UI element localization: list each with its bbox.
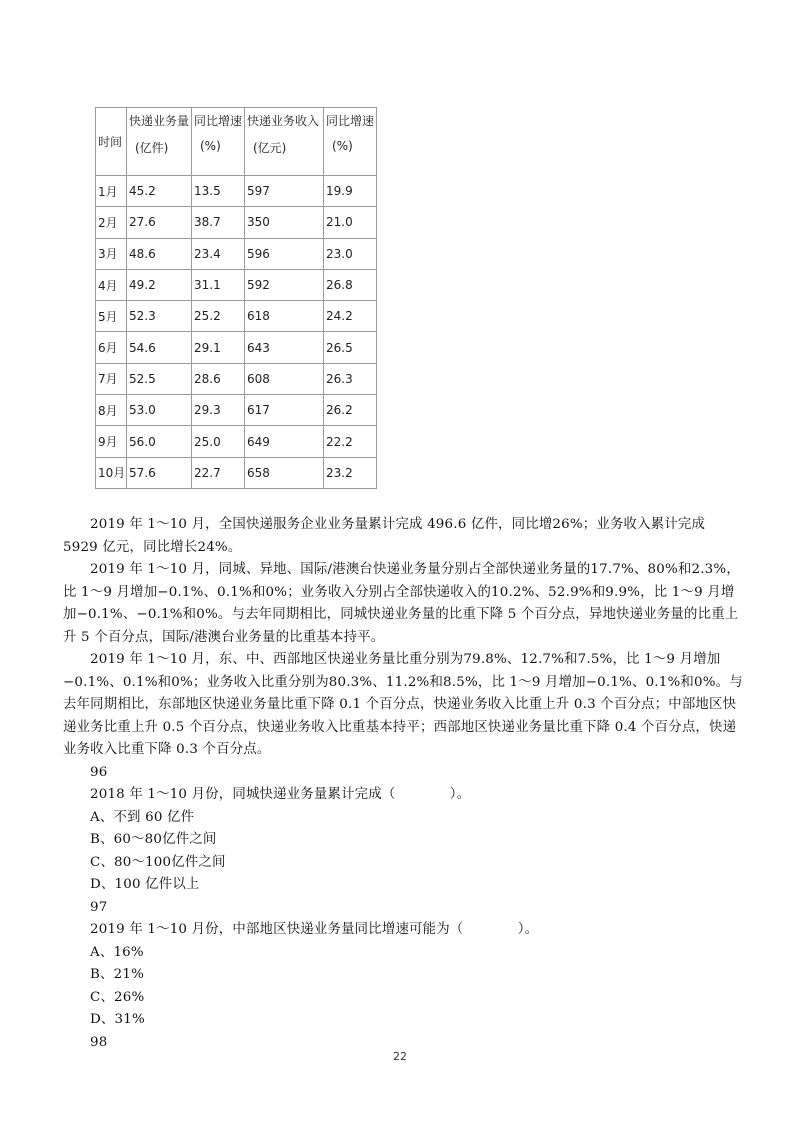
table-cell: 7月 — [96, 363, 127, 394]
table-cell: 597 — [245, 176, 324, 207]
table-cell: 24.2 — [324, 301, 377, 332]
question-option: A、不到 60 亿件 — [90, 809, 195, 825]
question-option: B、60～80亿件之间 — [90, 832, 217, 847]
table-cell: 27.6 — [127, 207, 192, 238]
question-number: 97 — [90, 899, 108, 915]
table-cell: 658 — [245, 457, 324, 488]
table-cell: 25.2 — [192, 301, 245, 332]
table-cell: 8月 — [96, 395, 127, 426]
table-cell: 49.2 — [127, 269, 192, 300]
header-cell-volume-growth: 同比增速 (%) — [192, 108, 245, 176]
table-cell: 592 — [245, 269, 324, 300]
table-cell: 26.3 — [324, 363, 377, 394]
question-option: C、26% — [90, 989, 145, 1005]
table-cell: 643 — [245, 332, 324, 363]
question-stem: 2018 年 1～10 月份，同城快递业务量累计完成（ ）。 — [90, 787, 471, 802]
question-number: 96 — [90, 764, 108, 780]
table-cell: 22.2 — [324, 426, 377, 457]
header-cell-volume: 快递业务量 (亿件) — [127, 108, 192, 176]
table-row — [96, 269, 377, 300]
table-row — [96, 426, 377, 457]
table-cell: 53.0 — [127, 395, 192, 426]
table-cell: 13.5 — [192, 176, 245, 207]
paragraph-region: 2019 年 1～10 月，东、中、西部地区快递业务量比重分别为79.8%、12.7%和7.5%，比 1～9 月增加−0.1%、0.1%和0%；业务收入比重分别为80.3%、11.2%和8.5%，比 1～9 月增加−0.1%、0.1%和0%。与去年同期相比，东部地区快递业务量比重下降 0.1 个百分点，快递业务收入比重上升 0.3 个百分点；中部地区快递业务比重上升 0.5 个百分点，快递业务收入比重基本持平；西部地区快递业务量比重下降 0.4 个百分点，快递业务收入比重下降 0.3 个百分点。 — [63, 652, 743, 757]
table-cell: 5月 — [96, 301, 127, 332]
table-cell: 56.0 — [127, 426, 192, 457]
table-cell: 52.5 — [127, 363, 192, 394]
question-stem: 2019 年 1～10 月份，中部地区快递业务量同比增速可能为（ ）。 — [90, 922, 539, 937]
table-row — [96, 332, 377, 363]
table-cell: 21.0 — [324, 207, 377, 238]
paragraph-total: 2019 年 1～10 月，全国快递服务企业业务量累计完成 496.6 亿件，同比增26%；业务收入累计完成 5929 亿元，同比增长24%。 — [63, 517, 706, 555]
question-option: C、80～100亿件之间 — [90, 854, 226, 870]
table-cell: 48.6 — [127, 238, 192, 269]
table-row — [96, 457, 377, 488]
document-body — [63, 514, 743, 1054]
table-row — [96, 363, 377, 394]
table-cell: 45.2 — [127, 176, 192, 207]
question-option: D、31% — [90, 1012, 145, 1027]
header-cell-revenue: 快递业务收入 (亿元) — [245, 108, 324, 176]
table-cell: 54.6 — [127, 332, 192, 363]
table-cell: 4月 — [96, 269, 127, 300]
table-cell: 52.3 — [127, 301, 192, 332]
table-cell: 26.5 — [324, 332, 377, 363]
table-cell: 29.1 — [192, 332, 245, 363]
table-row — [96, 238, 377, 269]
table-header-row — [96, 108, 377, 176]
table-cell: 350 — [245, 207, 324, 238]
table-cell: 19.9 — [324, 176, 377, 207]
table-cell: 26.2 — [324, 395, 377, 426]
question-option: B、21% — [90, 967, 144, 982]
table-row — [96, 395, 377, 426]
question-number: 98 — [90, 1034, 108, 1050]
question-option: A、16% — [90, 944, 144, 960]
table-cell: 9月 — [96, 426, 127, 457]
table-cell: 596 — [245, 238, 324, 269]
table-row — [96, 207, 377, 238]
express-data-table — [95, 107, 377, 489]
table-cell: 2月 — [96, 207, 127, 238]
table-cell: 23.2 — [324, 457, 377, 488]
table-cell: 617 — [245, 395, 324, 426]
table-row — [96, 301, 377, 332]
paragraph-city-type: 2019 年 1～10 月，同城、异地、国际/港澳台快递业务量分别占全部快递业务量的17.7%、80%和2.3%，比 1～9 月增加−0.1%、0.1%和0%；业务收入分别占全部快递收入的10.2%、52.9%和9.9%，比 1～9 月增加−0.1%、−0.1%和0%。与去年同期相比，同城快递业务量的比重下降 5 个百分点，异地快递业务量的比重上升 5 个百分点，国际/港澳台业务量的比重基本持平。 — [63, 562, 740, 645]
table-cell: 25.0 — [192, 426, 245, 457]
table-cell: 618 — [245, 301, 324, 332]
table-cell: 23.0 — [324, 238, 377, 269]
table-cell: 649 — [245, 426, 324, 457]
header-cell-time: 时间 — [96, 108, 127, 176]
table-cell: 23.4 — [192, 238, 245, 269]
table-cell: 38.7 — [192, 207, 245, 238]
table-cell: 22.7 — [192, 457, 245, 488]
question-option: D、100 亿件以上 — [90, 877, 200, 892]
table-cell: 608 — [245, 363, 324, 394]
header-cell-revenue-growth: 同比增速 (%) — [324, 108, 377, 176]
table-cell: 31.1 — [192, 269, 245, 300]
table-cell: 6月 — [96, 332, 127, 363]
table-cell: 26.8 — [324, 269, 377, 300]
table-cell: 1月 — [96, 176, 127, 207]
table-cell: 3月 — [96, 238, 127, 269]
table-cell: 10月 — [96, 457, 127, 488]
page-number: 22 — [393, 1050, 407, 1063]
table-cell: 29.3 — [192, 395, 245, 426]
table-row — [96, 176, 377, 207]
table-cell: 57.6 — [127, 457, 192, 488]
table-cell: 28.6 — [192, 363, 245, 394]
